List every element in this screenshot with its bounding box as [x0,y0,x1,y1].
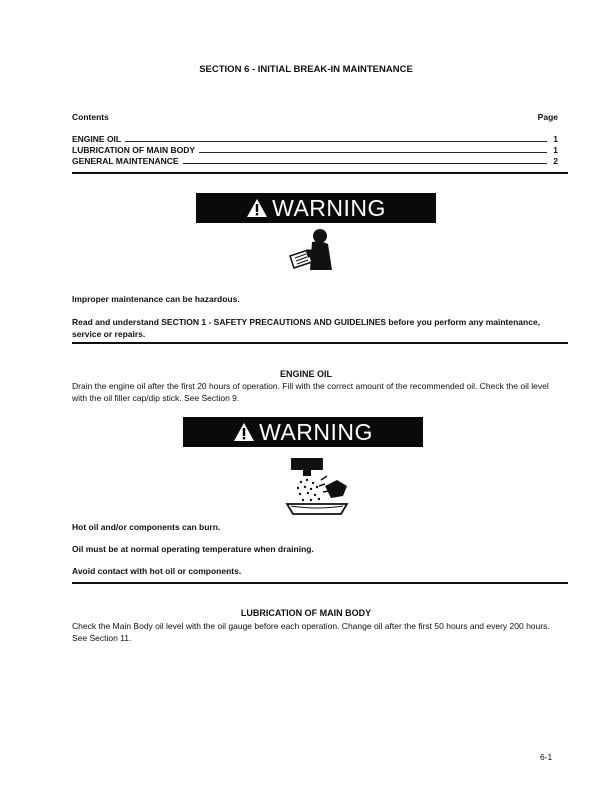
warning-label: WARNING [259,418,373,445]
engine-oil-body: Drain the engine oil after the first 20 hours of operation. Fill with the correct amount of the recommended oil. Check the oil level with the oil filler cap/dip stick. See Section 9. [72,381,549,403]
warning-triangle-icon [233,422,255,442]
toc-leader [199,152,547,153]
divider [72,342,568,344]
warning-banner [183,417,423,447]
hot-oil-burn-hand-icon [281,456,353,518]
warning-text: Read and understand SECTION 1 - SAFETY PRECAUTIONS AND GUIDELINES before you perform any maintenance, service or repairs. [72,317,541,339]
divider [72,172,568,174]
lubrication-body: Check the Main Body oil level with the oil gauge before each operation. Change oil after the first 50 hours and every 200 hours. See Section 11. [72,621,550,643]
warning-text: Avoid contact with hot oil or components. [72,566,242,576]
warning-banner [196,193,436,223]
toc-label: ENGINE OIL [72,134,122,144]
warning-triangle-icon [246,198,268,218]
toc-leader [125,141,547,142]
contents-heading: Contents [72,112,109,122]
lubrication-heading: LUBRICATION OF MAIN BODY [240,608,372,618]
toc-label: GENERAL MAINTENANCE [72,156,179,166]
engine-oil-heading: ENGINE OIL [279,369,332,379]
section-title: SECTION 6 - INITIAL BREAK-IN MAINTENANCE [199,64,413,75]
toc-label: LUBRICATION OF MAIN BODY [72,145,196,155]
warning-text: Improper maintenance can be hazardous. [72,294,240,304]
toc-page: 1 [553,145,558,155]
contents-header [72,112,558,122]
toc-entry[interactable] [72,156,558,166]
warning-label: WARNING [272,194,386,221]
divider [72,582,568,584]
warning-text: Oil must be at normal operating temperature when draining. [72,544,314,554]
page-heading: Page [537,112,558,122]
page-number: 6-1 [540,752,553,762]
warning-text: Hot oil and/or components can burn. [72,522,221,532]
toc-page: 1 [553,134,558,144]
toc-entry[interactable] [72,145,558,155]
toc-page: 2 [553,156,558,166]
toc-leader [183,163,548,164]
toc-entry[interactable] [72,134,558,144]
person-reading-manual-icon [286,226,342,272]
